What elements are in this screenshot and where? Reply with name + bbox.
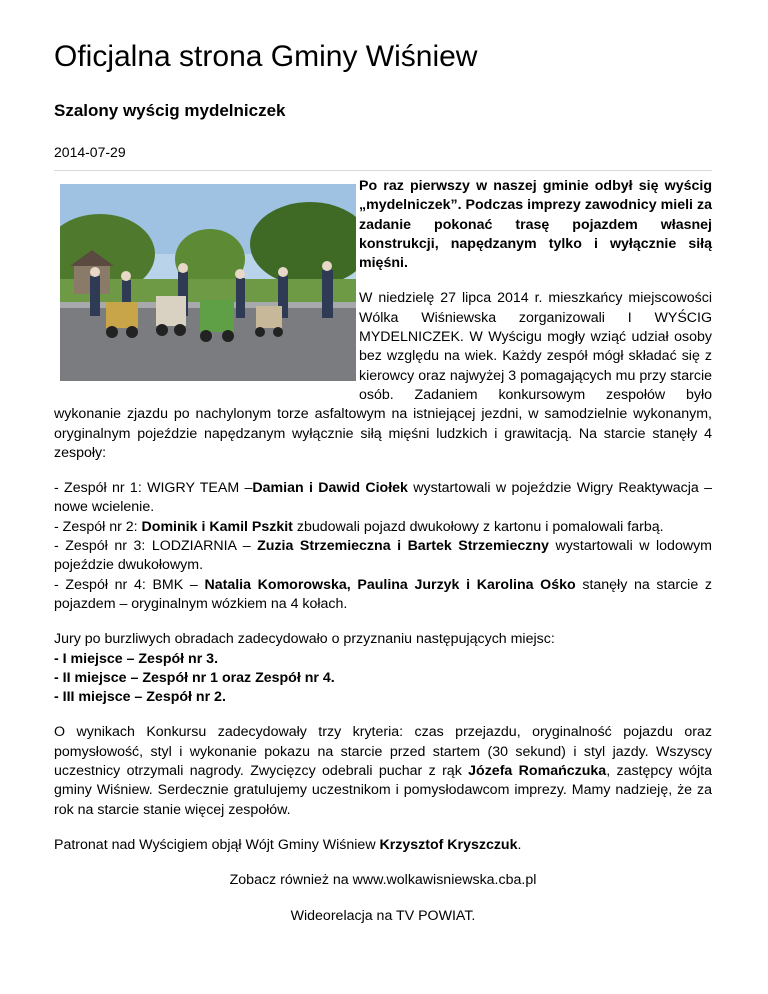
team-members: Zuzia Strzemieczna i Bartek Strzemieczny bbox=[257, 538, 549, 555]
video-link[interactable]: Wideorelacja na TV POWIAT. bbox=[290, 907, 476, 924]
team-members: Natalia Komorowska, Paulina Jurzyk i Karolina Ośko bbox=[204, 576, 576, 593]
patronage-paragraph: Patronat nad Wyścigiem objął Wójt Gminy Wiśniew Krzysztof Kryszczuk. bbox=[54, 836, 522, 853]
team-members: Dominik i Kamil Pszkit bbox=[141, 518, 293, 535]
result-place-2: - II miejsce – Zespół nr 1 oraz Zespół nr 4. bbox=[54, 669, 335, 686]
patron-name: Krzysztof Kryszczuk bbox=[379, 836, 518, 853]
results-section bbox=[54, 630, 712, 707]
jury-intro: Jury po burzliwych obradach zadecydowało o przyznaniu następujących miejsc: bbox=[54, 631, 555, 648]
team-members: Damian i Dawid Ciołek bbox=[252, 480, 408, 497]
teams-list: - Zespół nr 1: WIGRY TEAM –Damian i Dawid Ciołek wystartowali w pojeździe Wigry Reaktywacja – nowe wcielenie. - Zespół nr 2: Dominik i Kamil Pszkit zbudowali pojazd dwukołowy z kartonu i pomalowali farbą. - Zespół nr 3: LODZIARNIA – Zuzia Strzemieczna i Bartek Strzemieczny wystartowali w lodowym pojeździe dwukołowym. - Zespół nr 4: BMK – Natalia Komorowska, Paulina Jurzyk i Karolina Ośko stanęły na starcie z pojazdem – oryginalnym wózkiem na 4 kołach. bbox=[54, 480, 712, 612]
see-also-link[interactable]: Zobacz również na www.wolkawisniewska.cba.pl bbox=[229, 872, 537, 889]
award-presenter: Józefa Romańczuka bbox=[468, 763, 607, 780]
result-place-1: - I miejsce – Zespół nr 3. bbox=[54, 650, 219, 667]
article-intro: W niedzielę 27 lipca 2014 r. mieszkańcy miejscowości Wólka Wiśniewska zorganizowali I WYŚCIG MYDELNICZEK. W Wyścigu mogły wziąć udział osoby bez względu na wiek. Każdy zespół mógł składać się z kierowcy oraz najwyżej 3 pomagających mu przy starcie osób. Zadaniem konkursowym zespołów było wykonanie zjazdu po nachylonym torze asfaltowym na istniejącej jezdni, w samodzielnie wykonanym, oryginalnym pojeździe napędzanym wyłącznie siłą mięśni ludzkich i grawitacją. Na starcie stanęły 4 zespoły: bbox=[54, 290, 712, 461]
article-lead: Po raz pierwszy w naszej gminie odbył się wyścig „mydelniczek”. Podczas imprezy zawodnicy mieli za zadanie pokonać trasę pojazdem własnej konstrukcji, napędzanym tylko i wyłącznie siłą mięśni. bbox=[359, 178, 712, 272]
site-title: Oficjalna strona Gminy Wiśniew bbox=[54, 40, 478, 73]
criteria-paragraph: O wynikach Konkursu zadecydowały trzy kryteria: czas przejazdu, oryginalność pojazdu oraz pomysłowość, styl i wykonanie pokazu na starcie przed startem (30 sekund) i styl jazdy. Wszyscy uczestnicy otrzymali nagrody. Zwycięzcy odebrali puchar z rąk Józefa Romańczuka, zastępcy wójta gminy Wiśniew. Serdecznie gratulujemy uczestnikom i pomysłodawcom imprezy. Mamy nadzieję, że za rok na starcie stanie więcej zespołów. bbox=[54, 724, 712, 818]
result-place-3: - III miejsce – Zespół nr 2. bbox=[54, 689, 226, 706]
article-title: Szalony wyścig mydelniczek bbox=[54, 101, 286, 120]
article-body bbox=[54, 177, 712, 942]
divider bbox=[54, 170, 712, 171]
article-date: 2014-07-29 bbox=[54, 144, 126, 160]
